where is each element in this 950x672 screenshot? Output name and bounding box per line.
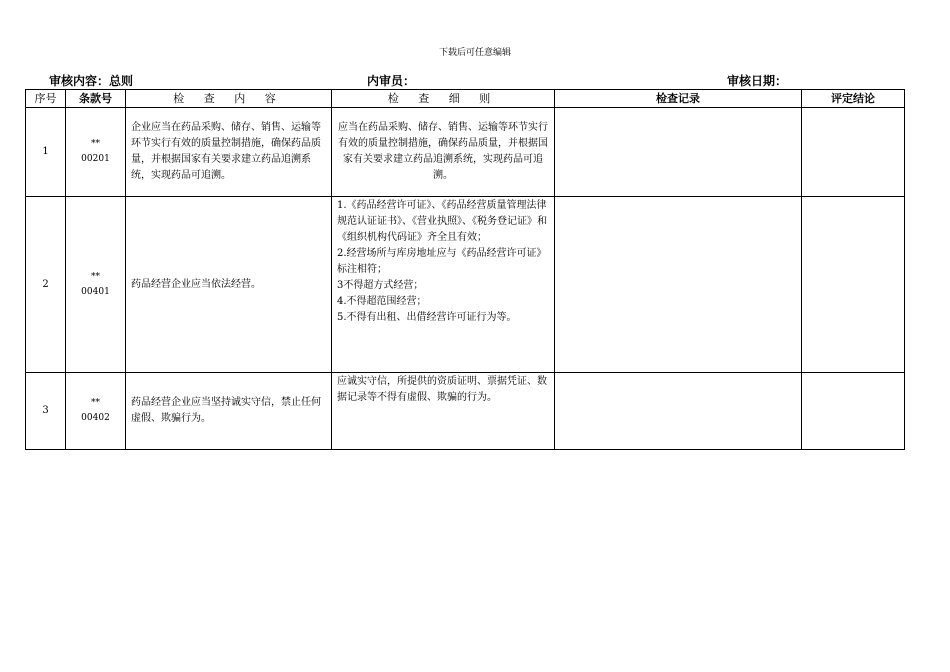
conclusion-cell[interactable] <box>802 108 905 197</box>
clause-star: ** <box>91 271 100 282</box>
table-header-row <box>26 90 905 108</box>
row-number: 2 <box>26 197 66 373</box>
check-content: 药品经营企业应当坚持诚实守信，禁止任何虚假、欺骗行为。 <box>126 373 332 450</box>
check-content: 企业应当在药品采购、储存、销售、运输等环节实行有效的质量控制措施，确保药品质量，并根据国家有关要求建立药品追溯系统，实现药品可追溯。 <box>126 108 332 197</box>
clause-number <box>66 197 126 373</box>
table-row <box>26 197 905 373</box>
col-header-no: 序号 <box>26 90 66 108</box>
check-record-cell[interactable] <box>555 108 802 197</box>
clause-star: ** <box>91 139 100 149</box>
check-record-cell[interactable] <box>555 197 802 373</box>
clause-code: 00402 <box>81 413 110 423</box>
table-row <box>26 373 905 450</box>
auditor-label: 内审员： <box>367 74 416 88</box>
clause-star: ** <box>91 398 100 408</box>
rule-item: 3不得超方式经营； <box>337 280 424 291</box>
rule-item: 2.经营场所与库房地址应与《药品经营许可证》标注相符； <box>337 248 547 275</box>
row-number: 3 <box>26 373 66 450</box>
conclusion-cell[interactable] <box>802 197 905 373</box>
col-header-clause: 条款号 <box>66 90 126 108</box>
clause-number <box>66 373 126 450</box>
rule-item: 5.不得有出租、出借经营许可证行为等。 <box>337 312 517 323</box>
check-rules <box>332 197 555 373</box>
conclusion-cell[interactable] <box>802 373 905 450</box>
rule-item: 1.《药品经营许可证》、《药品经营质量管理法律规范认证证书》、《营业执照》、《税务登记证》和《组织机构代码证》齐全且有效； <box>337 200 547 243</box>
clause-number <box>66 108 126 197</box>
check-rules: 应当在药品采购、储存、销售、运输等环节实行有效的质量控制措施，确保药品质量，并根据国家有关要求建立药品追溯系统，实现药品可追溯。 <box>332 108 555 197</box>
col-header-conclusion: 评定结论 <box>802 90 905 108</box>
col-header-rules: 检 查 细 则 <box>332 90 555 108</box>
watermark-text: 下载后可任意编辑 <box>438 48 511 58</box>
table-row <box>26 108 905 197</box>
audit-table <box>25 89 905 450</box>
audit-date-label: 审核日期： <box>727 74 788 88</box>
row-number: 1 <box>26 108 66 197</box>
check-record-cell[interactable] <box>555 373 802 450</box>
clause-code: 00401 <box>81 286 110 297</box>
check-rules: 应诚实守信，所提供的资质证明、票据凭证、数据记录等不得有虚假、欺骗的行为。 <box>332 373 555 450</box>
rule-item: 4.不得超范围经营； <box>337 296 427 307</box>
col-header-content: 检 查 内 容 <box>126 90 332 108</box>
clause-code: 00201 <box>81 154 110 164</box>
audit-content-label: 审核内容：总则 <box>49 74 134 88</box>
col-header-record: 检查记录 <box>555 90 802 108</box>
check-content: 药品经营企业应当依法经营。 <box>126 197 332 373</box>
